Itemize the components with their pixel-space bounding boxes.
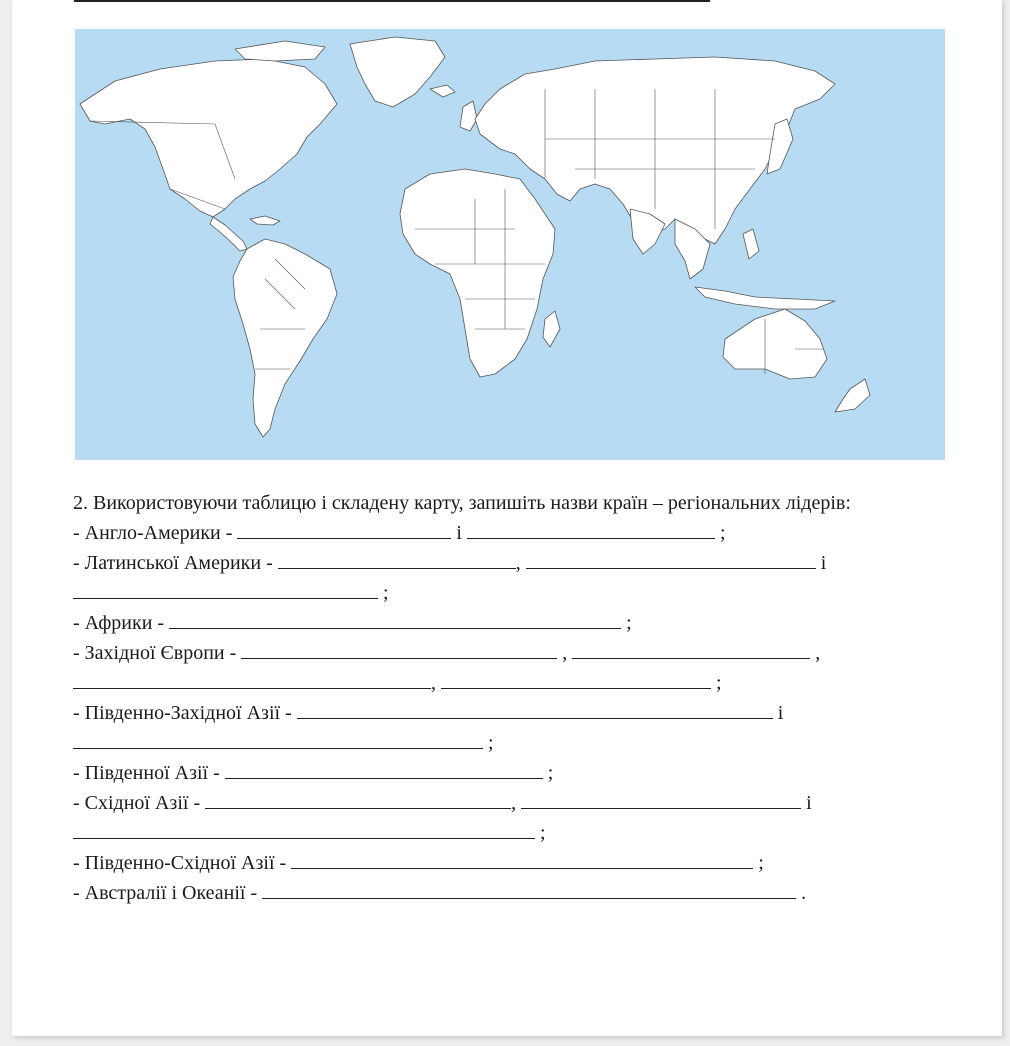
greenland-shape [350,37,445,107]
region-label: - Південної Азії - [73,762,220,784]
region-label: - Англо-Америки - [73,522,233,544]
separator: і [777,702,784,724]
answer-blank[interactable] [169,608,621,629]
separator: , [515,552,521,574]
separator: , [815,642,821,664]
line-end: ; [488,732,494,754]
caribbean-islands-shape [250,216,280,225]
africa-shape [400,169,555,377]
region-line-western-europe [73,638,973,668]
britain-shape [460,101,477,131]
australia-shape [723,309,827,379]
answer-blank[interactable] [73,818,535,839]
central-america-shape [210,217,247,251]
separator: , [431,672,436,694]
task-heading: 2. Використовуючи таблицю і складену карту, запишіть назви країн – регіональних лідерів: [73,492,851,514]
answer-blank[interactable] [441,668,711,689]
world-outline-map [75,29,945,460]
new-zealand-shape [835,379,870,412]
line-end: . [801,882,807,904]
answer-blank[interactable] [278,548,516,569]
region-line-south-asia [73,758,973,788]
answer-blank[interactable] [521,788,801,809]
line-end: ; [758,852,764,874]
region-line-southeast-asia [73,848,973,878]
philippines-shape [743,229,759,259]
region-line-latin-america-cont [73,578,973,608]
worksheet-page [12,0,1002,1036]
answer-blank[interactable] [205,788,511,809]
region-label: - Західної Європи - [73,642,237,664]
answer-blank[interactable] [572,638,810,659]
world-map-svg [75,29,945,460]
region-line-southwest-asia [73,698,973,728]
region-label: - Австралії і Океанії - [73,882,258,904]
task-section [73,488,973,908]
line-end: ; [540,822,546,844]
answer-blank[interactable] [73,728,483,749]
line-end: ; [719,522,726,544]
line-end: ; [716,672,722,694]
region-label: - Африки - [73,612,165,634]
answer-blank[interactable] [526,548,816,569]
line-end: ; [626,612,632,634]
top-table-border [74,0,710,2]
iceland-shape [430,85,455,97]
region-line-australia-oceania [73,878,973,908]
region-line-africa [73,608,973,638]
answer-blank[interactable] [225,758,543,779]
region-line-southwest-asia-cont [73,728,973,758]
answer-blank[interactable] [237,518,451,539]
answer-blank[interactable] [241,638,557,659]
answer-blank[interactable] [73,578,378,599]
line-end: ; [547,762,554,784]
region-label: - Латинської Америки - [73,552,273,574]
madagascar-shape [543,311,560,347]
separator: , [511,792,517,814]
separator: і [820,552,827,574]
region-line-latin-america [73,548,973,578]
answer-blank[interactable] [73,668,431,689]
separator: і [456,522,462,544]
answer-blank[interactable] [297,698,773,719]
separator: , [562,642,568,664]
arctic-islands-shape [235,41,325,61]
region-line-western-europe-cont [73,668,973,698]
region-line-east-asia [73,788,973,818]
answer-blank[interactable] [467,518,715,539]
indonesia-shape [695,287,835,309]
region-line-anglo-america [73,518,973,548]
north-america-shape [80,59,337,217]
region-label: - Східної Азії - [73,792,201,814]
region-line-east-asia-cont [73,818,973,848]
answer-blank[interactable] [262,878,796,899]
line-end: ; [383,582,389,604]
answer-blank[interactable] [291,848,753,869]
region-label: - Південно-Західної Азії - [73,702,292,724]
separator: і [806,792,812,814]
region-label: - Південно-Східної Азії - [73,852,287,874]
